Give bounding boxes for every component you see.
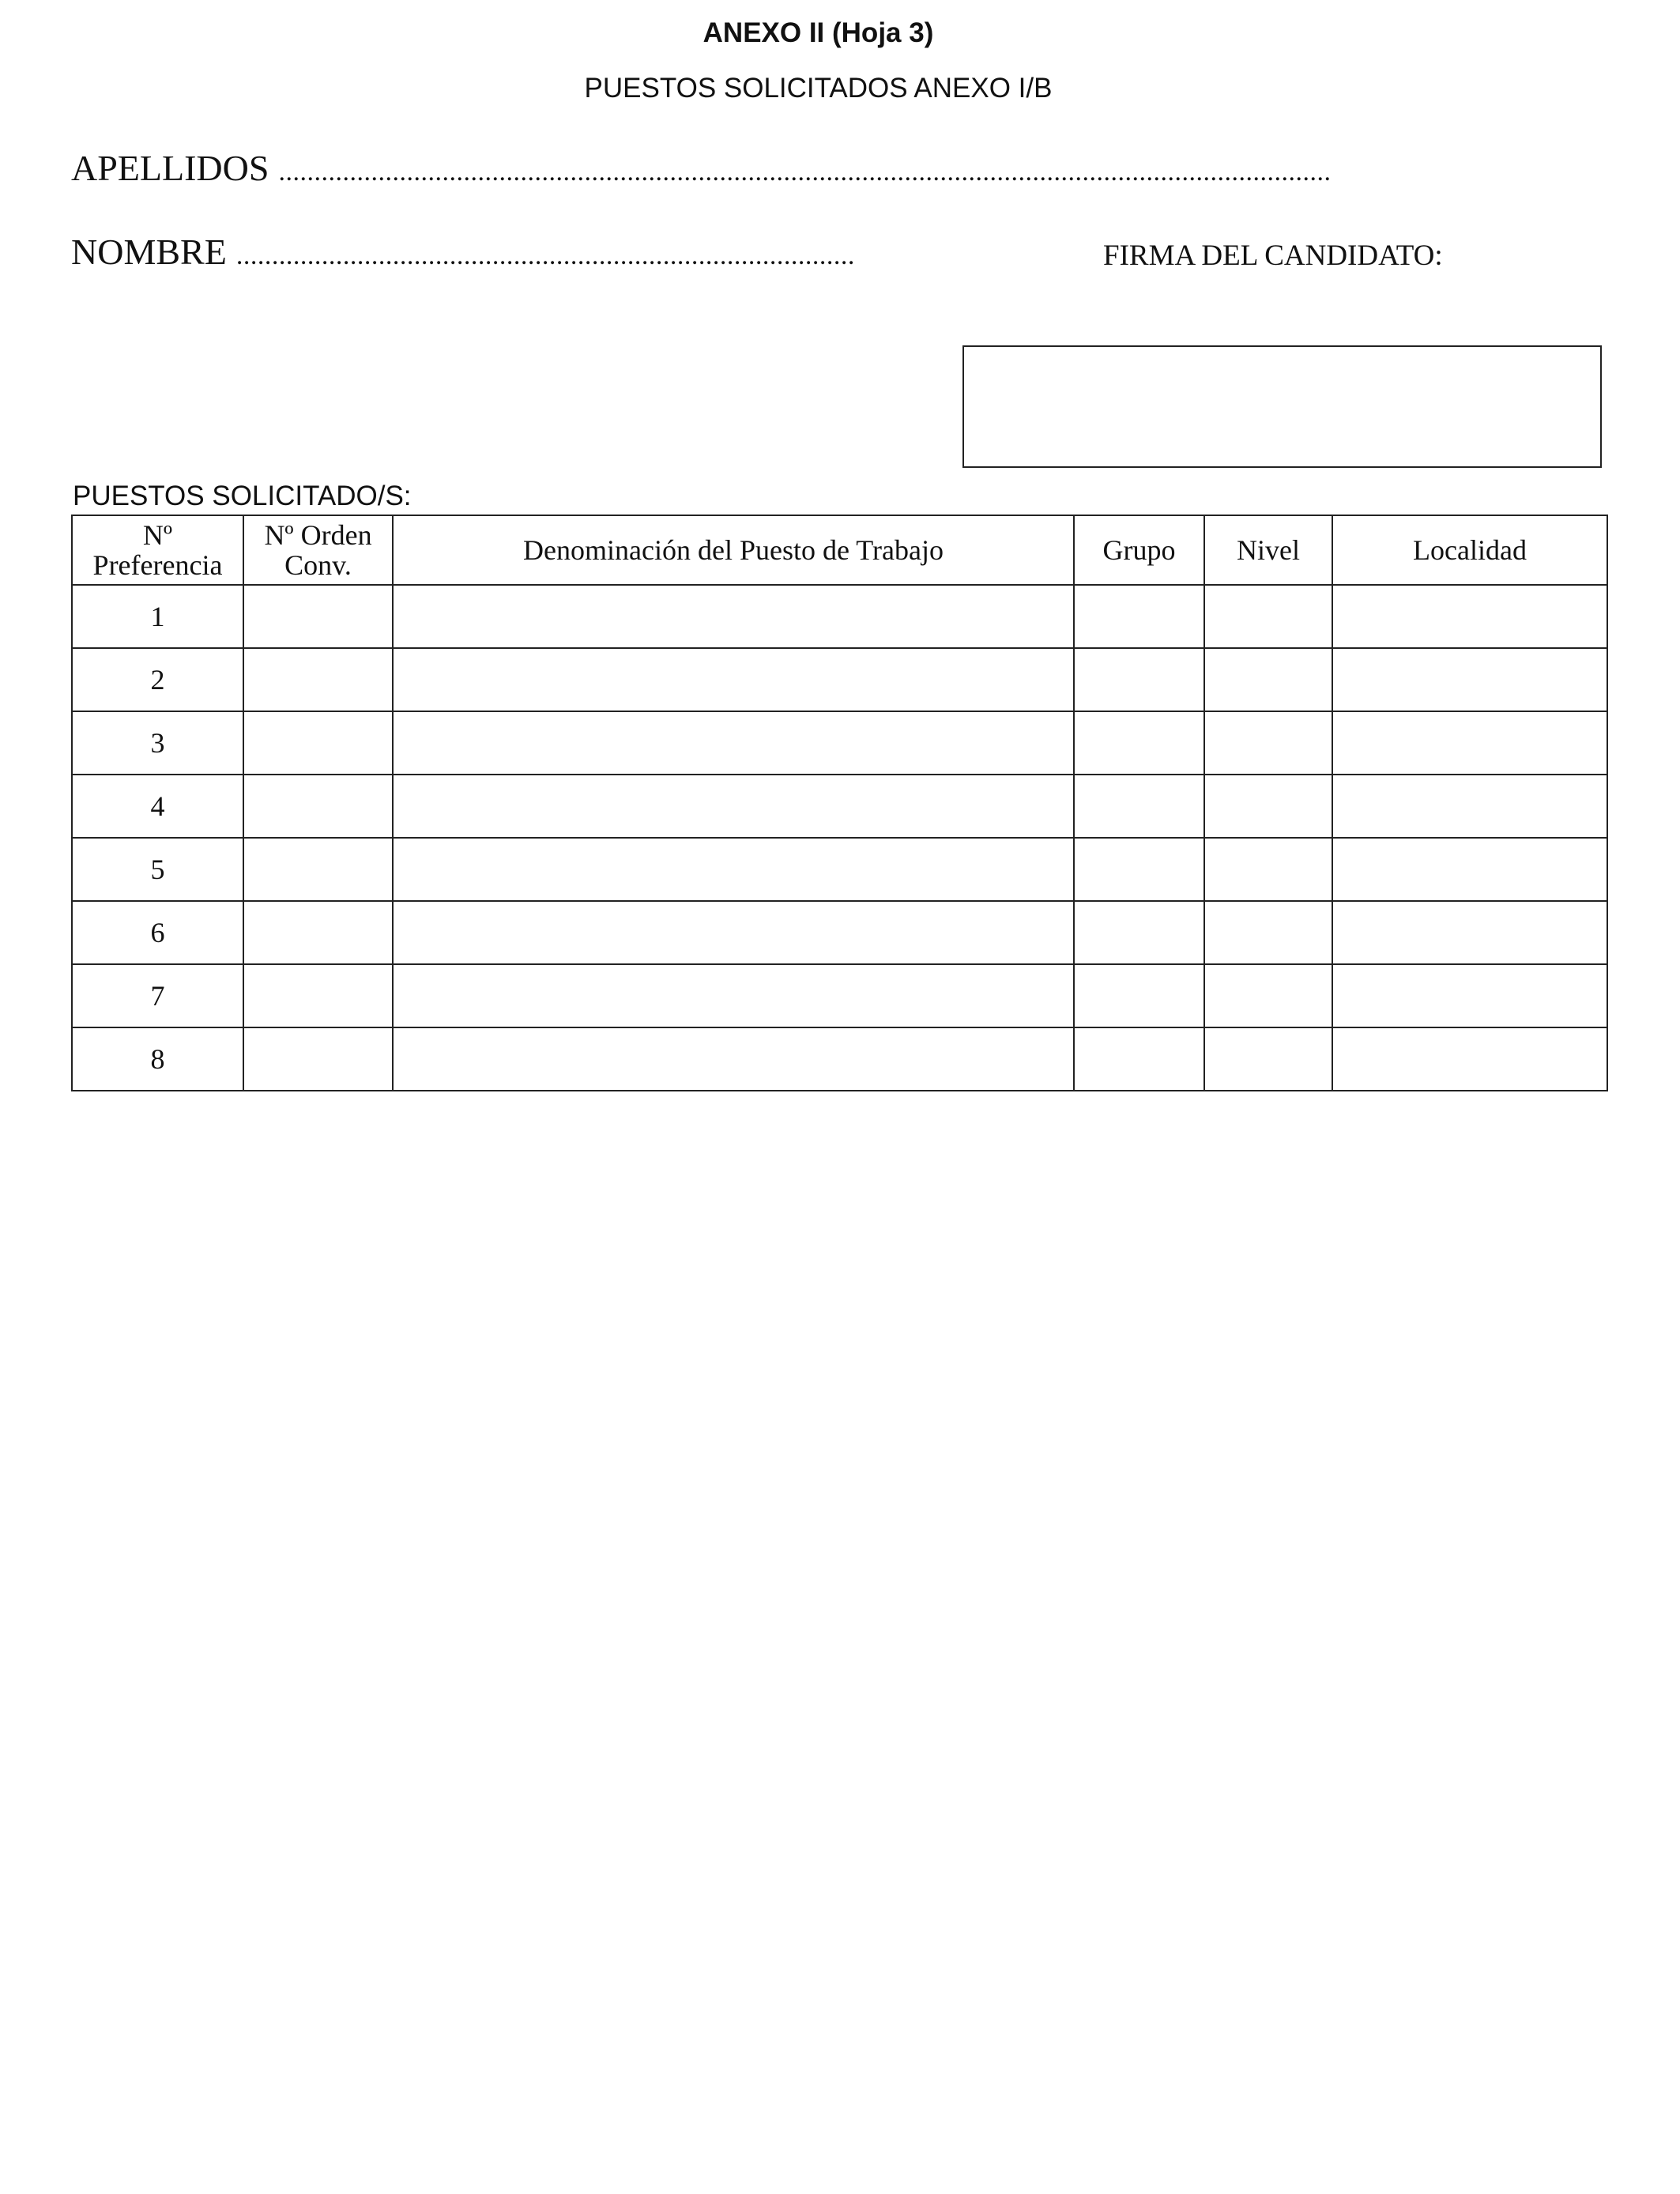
- cell-localidad[interactable]: [1332, 1027, 1607, 1091]
- header-grupo: Grupo: [1074, 515, 1204, 585]
- cell-nivel[interactable]: [1204, 901, 1332, 964]
- cell-localidad[interactable]: [1332, 711, 1607, 775]
- header-preferencia-line2: Preferencia: [92, 549, 223, 581]
- cell-preferencia: 5: [72, 838, 243, 901]
- document-title: ANEXO II (Hoja 3): [703, 17, 934, 48]
- apellidos-field[interactable]: [71, 147, 1331, 189]
- cell-grupo[interactable]: [1074, 901, 1204, 964]
- table-header-row: [72, 515, 1607, 585]
- cell-nivel[interactable]: [1204, 648, 1332, 711]
- cell-nivel[interactable]: [1204, 585, 1332, 648]
- cell-grupo[interactable]: [1074, 585, 1204, 648]
- cell-denominacion[interactable]: [393, 585, 1074, 648]
- cell-orden[interactable]: [243, 838, 393, 901]
- cell-grupo[interactable]: [1074, 775, 1204, 838]
- cell-preferencia: 7: [72, 964, 243, 1027]
- section-label: PUESTOS SOLICITADO/S:: [73, 481, 412, 511]
- cell-denominacion[interactable]: [393, 901, 1074, 964]
- table-row: [72, 964, 1607, 1027]
- cell-preferencia: 1: [72, 585, 243, 648]
- cell-nivel[interactable]: [1204, 775, 1332, 838]
- cell-nivel[interactable]: [1204, 1027, 1332, 1091]
- cell-denominacion[interactable]: [393, 1027, 1074, 1091]
- table-row: [72, 711, 1607, 775]
- cell-preferencia: 4: [72, 775, 243, 838]
- cell-localidad[interactable]: [1332, 585, 1607, 648]
- nombre-field[interactable]: [71, 231, 855, 273]
- cell-denominacion[interactable]: [393, 648, 1074, 711]
- cell-localidad[interactable]: [1332, 648, 1607, 711]
- cell-preferencia: 3: [72, 711, 243, 775]
- header-orden: [243, 515, 393, 585]
- cell-orden[interactable]: [243, 964, 393, 1027]
- header-denominacion: Denominación del Puesto de Trabajo: [393, 515, 1074, 585]
- header-nivel: Nivel: [1204, 515, 1332, 585]
- cell-orden[interactable]: [243, 711, 393, 775]
- cell-orden[interactable]: [243, 775, 393, 838]
- header-preferencia: [72, 515, 243, 585]
- nombre-fill-line: .......................................................................................: [235, 241, 855, 270]
- cell-localidad[interactable]: [1332, 964, 1607, 1027]
- cell-denominacion[interactable]: [393, 964, 1074, 1027]
- table-row: [72, 838, 1607, 901]
- positions-table: [71, 515, 1608, 1091]
- table-row: [72, 585, 1607, 648]
- apellidos-fill-line: ....................................................................................................................................................: [278, 157, 1332, 187]
- cell-localidad[interactable]: [1332, 838, 1607, 901]
- table-row: [72, 901, 1607, 964]
- table-row: [72, 775, 1607, 838]
- header-orden-line1: Nº Orden: [264, 519, 372, 551]
- firma-label: FIRMA DEL CANDIDATO:: [1103, 239, 1443, 272]
- cell-orden[interactable]: [243, 901, 393, 964]
- apellidos-label: APELLIDOS: [71, 148, 269, 188]
- header-localidad: Localidad: [1332, 515, 1607, 585]
- cell-preferencia: 2: [72, 648, 243, 711]
- cell-orden[interactable]: [243, 1027, 393, 1091]
- table-row: [72, 1027, 1607, 1091]
- cell-preferencia: 6: [72, 901, 243, 964]
- cell-grupo[interactable]: [1074, 964, 1204, 1027]
- cell-denominacion[interactable]: [393, 775, 1074, 838]
- cell-denominacion[interactable]: [393, 711, 1074, 775]
- cell-localidad[interactable]: [1332, 775, 1607, 838]
- cell-orden[interactable]: [243, 648, 393, 711]
- cell-preferencia: 8: [72, 1027, 243, 1091]
- nombre-label: NOMBRE: [71, 232, 227, 272]
- cell-orden[interactable]: [243, 585, 393, 648]
- cell-grupo[interactable]: [1074, 648, 1204, 711]
- cell-localidad[interactable]: [1332, 901, 1607, 964]
- cell-denominacion[interactable]: [393, 838, 1074, 901]
- signature-box[interactable]: [962, 345, 1602, 468]
- document-subtitle: PUESTOS SOLICITADOS ANEXO I/B: [584, 73, 1053, 104]
- header-preferencia-line1: Nº: [142, 519, 173, 551]
- cell-grupo[interactable]: [1074, 1027, 1204, 1091]
- cell-nivel[interactable]: [1204, 964, 1332, 1027]
- header-orden-line2: Conv.: [284, 549, 352, 581]
- cell-grupo[interactable]: [1074, 711, 1204, 775]
- cell-nivel[interactable]: [1204, 838, 1332, 901]
- table-row: [72, 648, 1607, 711]
- cell-grupo[interactable]: [1074, 838, 1204, 901]
- cell-nivel[interactable]: [1204, 711, 1332, 775]
